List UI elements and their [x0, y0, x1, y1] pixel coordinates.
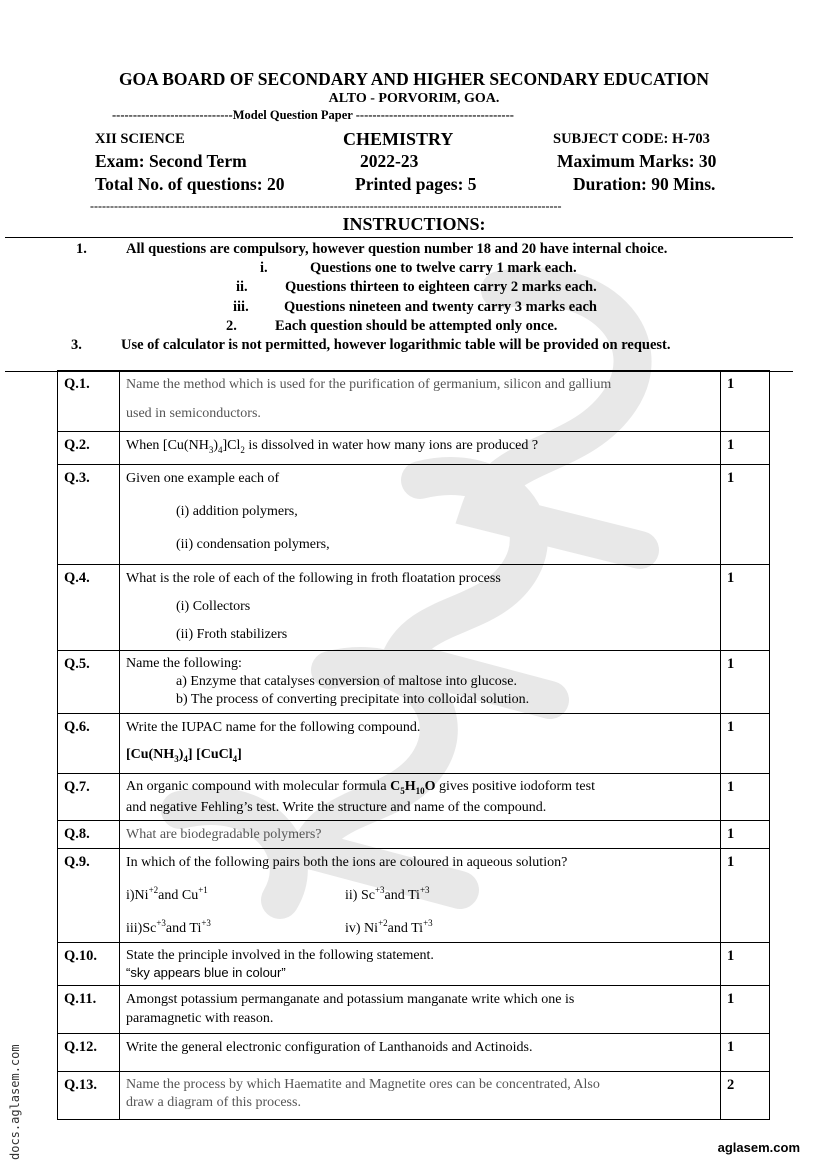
question-number: Q.9.	[58, 849, 120, 942]
question-number: Q.12.	[58, 1033, 120, 1071]
question-line: “sky appears blue in colour”	[126, 964, 286, 980]
question-number: Q.10.	[58, 942, 120, 985]
superscript: +3	[156, 918, 166, 929]
max-marks: Maximum Marks: 30	[557, 151, 717, 171]
question-line: and negative Fehling’s test. Write the structure and name of the compound.	[126, 800, 547, 816]
option-text: and Ti	[165, 920, 202, 936]
formula-part: When [Cu(NH	[126, 438, 209, 453]
question-text: Write the general electronic configuration of Lanthanoids and Actinoids.	[120, 1033, 721, 1071]
question-option: (ii) condensation polymers,	[176, 536, 330, 552]
superscript: +3	[374, 885, 385, 896]
question-number: Q.7.	[58, 773, 120, 821]
formula-part: H	[404, 778, 416, 794]
table-row	[58, 564, 770, 650]
options-row	[126, 914, 714, 938]
question-text	[120, 564, 721, 650]
subscript: 3	[174, 753, 179, 764]
table-row	[58, 432, 770, 465]
subscript: 10	[415, 785, 425, 796]
table-row	[58, 1071, 770, 1119]
question-line: State the principle involved in the following statement.	[126, 947, 434, 963]
question-line: paramagnetic with reason.	[126, 1010, 274, 1026]
question-marks: 2	[721, 1071, 770, 1119]
superscript: +3	[423, 918, 433, 929]
formula-part: ]Cl	[222, 438, 241, 453]
table-row	[58, 371, 770, 432]
option-text: iii)Sc	[126, 920, 157, 936]
question-line: What is the role of each of the following in froth floatation process	[126, 570, 501, 586]
option	[126, 881, 345, 905]
instruction-num: iii.	[233, 299, 249, 315]
superscript: +2	[148, 885, 159, 896]
table-row	[58, 821, 770, 849]
question-option: b) The process of converting precipitate into colloidal solution.	[176, 691, 530, 707]
question-option: (i) Collectors	[176, 598, 251, 614]
question-line: Amongst potassium permanganate and potassium manganate write which one is	[126, 991, 575, 1007]
question-line: Name the method which is used for the purification of germanium, silicon and gallium	[126, 377, 612, 392]
instruction-text: Use of calculator is not permitted, however logarithmic table will be provided on request.	[121, 337, 671, 353]
question-marks: 1	[721, 942, 770, 985]
question-text	[120, 1071, 721, 1119]
board-title: GOA BOARD OF SECONDARY AND HIGHER SECONDARY EDUCATION	[118, 69, 710, 89]
question-line: Write the IUPAC name for the following compound.	[126, 719, 421, 735]
question-marks: 1	[721, 1033, 770, 1071]
subscript: 4	[183, 753, 188, 764]
paper-type: -----------------------------Model Question Paper --------------------------------------	[112, 108, 514, 122]
question-marks: 1	[721, 985, 770, 1033]
table-row	[58, 713, 770, 773]
question-number: Q.3.	[58, 464, 120, 564]
instruction-text: Questions nineteen and twenty carry 3 marks each	[284, 299, 597, 315]
question-line: gives positive iodoform test	[435, 778, 595, 794]
table-row	[58, 942, 770, 985]
table-row	[58, 1033, 770, 1071]
question-marks: 1	[721, 371, 770, 432]
question-line: is dissolved in water how many ions are produced ?	[244, 438, 539, 453]
subscript: 4	[232, 753, 238, 764]
subscript: 2	[240, 444, 245, 455]
formula-part: )	[178, 746, 184, 762]
question-number: Q.4.	[58, 564, 120, 650]
total-questions: Total No. of questions: 20	[95, 174, 285, 194]
question-option: (ii) Froth stabilizers	[176, 626, 288, 642]
question-text	[120, 650, 721, 713]
option-text: i)Ni	[126, 888, 149, 904]
question-number: Q.13.	[58, 1071, 120, 1119]
question-number: Q.6.	[58, 713, 120, 773]
board-address: ALTO - PORVORIM, GOA.	[328, 91, 500, 106]
question-number: Q.1.	[58, 371, 120, 432]
question-text: What are biodegradable polymers?	[120, 821, 721, 849]
question-number: Q.5.	[58, 650, 120, 713]
instruction-num: 1.	[76, 241, 87, 257]
options-row	[126, 881, 714, 905]
question-line: draw a diagram of this process.	[126, 1094, 301, 1110]
question-line: Name the process by which Haematite and Magnetite ores can be concentrated, Also	[126, 1076, 600, 1092]
question-line: An organic compound with molecular formula	[126, 778, 391, 794]
instruction-num: 3.	[71, 337, 82, 353]
class-label: XII SCIENCE	[95, 131, 185, 147]
superscript: +3	[201, 918, 211, 929]
question-text	[120, 942, 721, 985]
question-option: (i) addition polymers,	[176, 503, 298, 519]
instructions-title: INSTRUCTIONS:	[342, 214, 486, 234]
instruction-text: Questions thirteen to eighteen carry 2 marks each.	[285, 279, 597, 295]
exam-label: Exam: Second Term	[95, 151, 247, 171]
table-row	[58, 773, 770, 821]
question-line: In which of the following pairs both the ions are coloured in aqueous solution?	[126, 855, 568, 871]
instruction-num: i.	[260, 260, 268, 276]
table-row	[58, 650, 770, 713]
duration: Duration: 90 Mins.	[573, 174, 716, 194]
question-number: Q.2.	[58, 432, 120, 465]
question-line: Given one example each of	[126, 470, 280, 486]
option-text: and Cu	[158, 888, 199, 904]
option-text: ii) Sc	[345, 888, 375, 904]
chemical-formula	[390, 779, 435, 794]
question-text	[120, 849, 721, 942]
question-text	[120, 464, 721, 564]
question-marks: 1	[721, 650, 770, 713]
question-text	[120, 371, 721, 432]
superscript: +1	[198, 885, 208, 896]
instruction-num: 2.	[226, 318, 237, 334]
questions-table	[57, 370, 770, 1120]
table-row	[58, 464, 770, 564]
question-marks: 1	[721, 773, 770, 821]
question-marks: 1	[721, 849, 770, 942]
superscript: +3	[419, 885, 430, 896]
option-text: and Ti	[384, 888, 420, 904]
question-line: Name the following:	[126, 655, 242, 671]
question-text	[120, 985, 721, 1033]
instruction-text: Each question should be attempted only once.	[275, 318, 558, 334]
question-text	[120, 713, 721, 773]
question-marks: 1	[721, 821, 770, 849]
question-option: a) Enzyme that catalyses conversion of maltose into glucose.	[176, 673, 517, 689]
formula-part: C	[390, 778, 401, 794]
subject-code: SUBJECT CODE: H-703	[553, 131, 710, 147]
superscript: +2	[378, 918, 388, 929]
footer-brand: aglasem.com	[717, 1140, 800, 1155]
subscript: 3	[208, 444, 214, 455]
question-marks: 1	[721, 432, 770, 465]
question-marks: 1	[721, 564, 770, 650]
formula-part: [Cu(NH	[126, 746, 175, 762]
question-marks: 1	[721, 464, 770, 564]
formula-part: ] [CuCl	[187, 746, 233, 762]
divider-line: ----------------------------------------------------------------------------------------------------------------------	[90, 199, 562, 213]
instructions-rule	[5, 237, 793, 238]
subject-label: CHEMISTRY	[343, 129, 454, 149]
subscript: 4	[217, 444, 223, 455]
question-number: Q.8.	[58, 821, 120, 849]
formula-part: )	[213, 438, 218, 453]
option	[345, 881, 430, 905]
question-marks: 1	[721, 713, 770, 773]
option	[126, 914, 345, 938]
question-text	[120, 773, 721, 821]
question-line: used in semiconductors.	[126, 406, 261, 421]
option-text: and Ti	[387, 920, 424, 936]
option	[345, 914, 433, 938]
side-watermark-text: docs.aglasem.com	[8, 1044, 22, 1160]
table-row	[58, 849, 770, 942]
table-row	[58, 985, 770, 1033]
printed-pages: Printed pages: 5	[355, 174, 477, 194]
instruction-text: Questions one to twelve carry 1 mark each.	[310, 260, 577, 276]
option-text: iv) Ni	[345, 920, 379, 936]
formula-part: ]	[237, 746, 242, 762]
instruction-text: All questions are compulsory, however question number 18 and 20 have internal choice.	[126, 241, 668, 257]
formula-part: O	[424, 778, 436, 794]
instruction-num: ii.	[236, 279, 248, 295]
subscript: 5	[400, 785, 405, 796]
question-text	[120, 432, 721, 465]
year-label: 2022-23	[360, 151, 419, 171]
chemical-formula	[126, 745, 714, 769]
question-number: Q.11.	[58, 985, 120, 1033]
